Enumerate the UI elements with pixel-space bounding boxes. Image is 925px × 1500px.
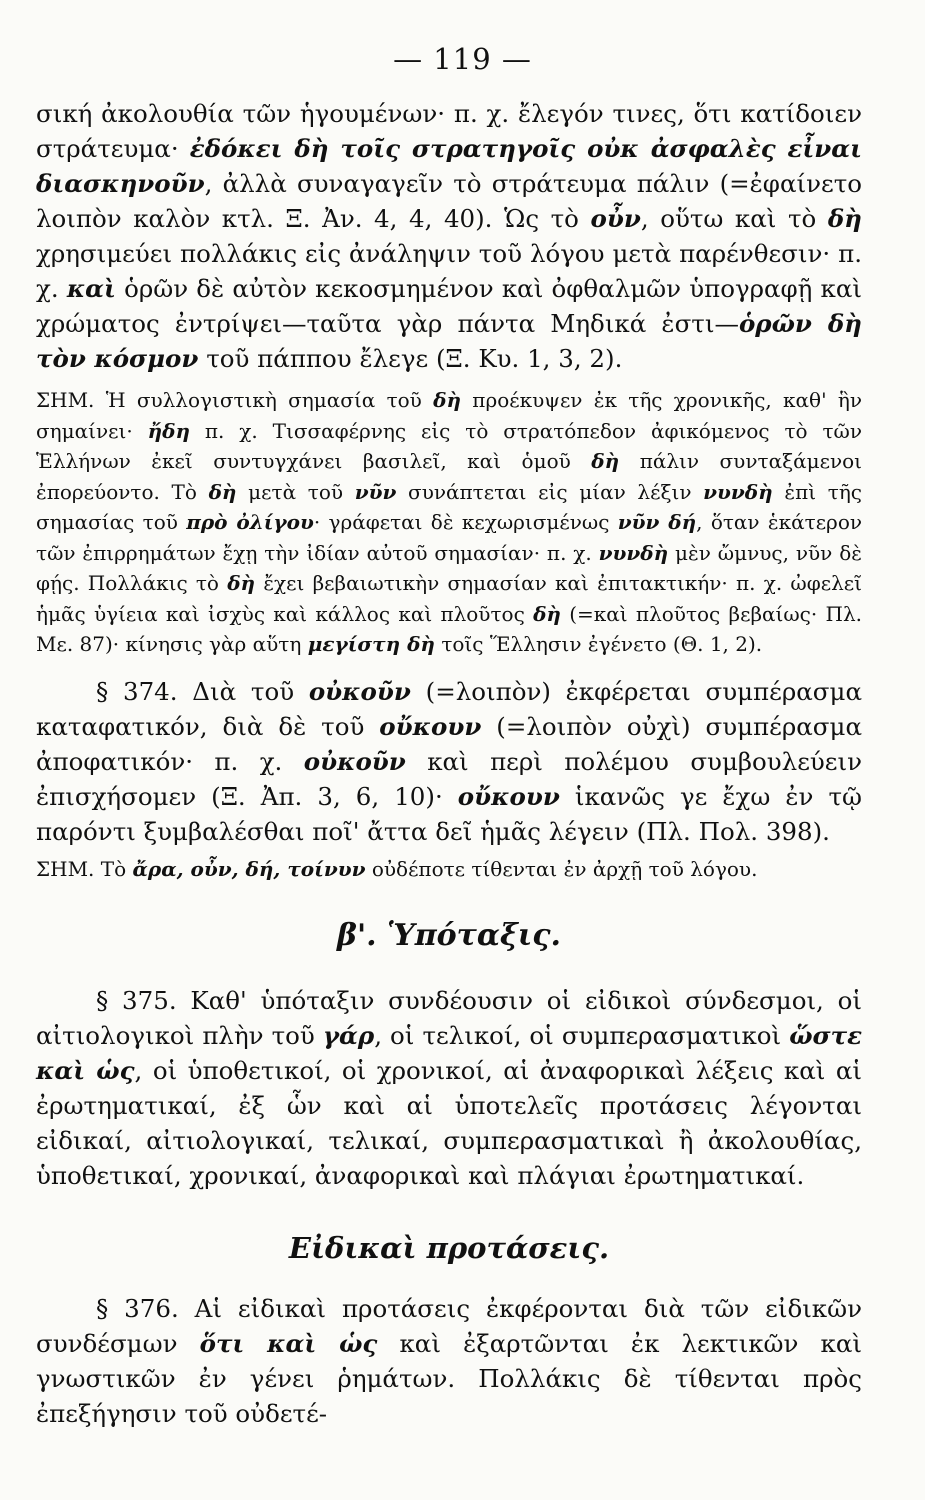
text-run: σική ἀκολουθία τῶν ἡγουμένων· π. χ. ἔλεγόν τινες, ὅτι κατίδοιεν στράτευμα· (36, 99, 862, 163)
text-run: , ὅταν ἑκάτερον τῶν ἐπιρρημάτων ἔχῃ τὴν ἰδίαν αὐτοῦ σημασίαν· π. χ. (36, 510, 863, 565)
emphasis: ὁρῶν δὴ τὸν κόσμον (36, 309, 862, 373)
emphasis: νυνδὴ (598, 540, 669, 565)
emphasis: δὴ (533, 601, 561, 626)
heading-hypotaxis: β'. Ὑπόταξις. (337, 918, 561, 953)
emphasis: νυνδὴ (703, 479, 773, 504)
emphasis: οὐκοῦν (308, 676, 411, 706)
emphasis: γάρ (322, 1021, 375, 1050)
text-run: § 376. Αἱ εἰδικαὶ προτάσεις ἐκφέρονται διὰ τῶν εἰδικῶν συνδέσμων (36, 1294, 862, 1358)
text-run: χρησιμεύει πολλάκις εἰς ἀνάληψιν τοῦ λόγου μετὰ παρένθεσιν· π. χ. (36, 239, 862, 303)
text-run: , οἱ τελικοί, οἱ συμπερασματικοὶ (374, 1021, 790, 1050)
text-run: οὐδέποτε τίθενται ἐν ἀρχῇ τοῦ λόγου. (365, 856, 758, 881)
text-run: (=λοιπὸν οὐχὶ) συμπέρασμα ἀποφατικόν· π. χ. (36, 711, 862, 776)
emphasis: πρὸ ὀλίγου (186, 510, 314, 534)
emphasis: νῦν (354, 479, 397, 504)
section-375 (36, 983, 862, 1193)
text-run: § 375. Καθ' ὑπόταξιν συνδέουσιν οἱ εἰδικοὶ σύνδεσμοι, οἱ αἰτιολογικοὶ πλὴν τοῦ (36, 986, 862, 1050)
emphasis: νῦν δή (617, 510, 697, 534)
page-body (36, 96, 862, 1431)
emphasis: μεγίστη δὴ (307, 632, 435, 656)
emphasis: οὔκουν (379, 711, 482, 741)
emphasis: οὔκουν (457, 781, 560, 811)
text-run: πάλιν συνταξάμενοι ἐπορεύοντο. Τὸ (36, 449, 862, 504)
emphasis: ἤδη (147, 418, 191, 443)
note-paragraph-1 (36, 385, 862, 660)
emphasis: δὴ (591, 449, 620, 473)
text-run: τοῦ πάππου ἔλεγε (Ξ. Κυ. 1, 3, 2). (198, 344, 623, 373)
emphasis: δὴ (208, 479, 237, 504)
text-run: § 374. Διὰ τοῦ (96, 676, 309, 706)
text-run: τοῖς Ἕλλησιν ἐγένετο (Θ. 1, 2). (434, 632, 763, 656)
emphasis: ἐδόκει δὴ τοῖς στρατηγοῖς οὐκ ἀσφαλὲς εἶναι διασκηνοῦν (36, 134, 862, 198)
heading-eidikai-protaseis: Εἰδικαὶ προτάσεις. (288, 1231, 610, 1265)
page-number: — 119 — (393, 42, 532, 76)
text-run: ἐπὶ τῆς σημασίας τοῦ (36, 479, 863, 534)
text-run: (=καὶ πλοῦτος βεβαίως· Πλ. Με. 87)· κίνησις γὰρ αὕτη (36, 601, 862, 656)
text-run: καὶ ἐξαρτῶνται ἐκ λεκτικῶν καὶ γνωστικῶν ἐν γένει ῥημάτων. Πολλάκις δὲ τίθενται πρὸς ἐπεξήγησιν τοῦ οὐδετέ- (36, 1329, 862, 1428)
emphasis: δὴ (227, 571, 256, 595)
emphasis: οὐκοῦν (303, 746, 406, 776)
text-run: , οὕτω καὶ τὸ (640, 204, 828, 233)
text-run: μετὰ τοῦ (236, 479, 355, 504)
text-run: ἱκανῶς γε ἔχω ἐν τῷ παρόντι ξυμβαλέσθαι ποῖ' ἄττα δεῖ ἡμᾶς λέγειν (Πλ. Πολ. 398). (36, 781, 862, 846)
text-run: συνάπτεται εἰς μίαν λέξιν (396, 479, 704, 504)
emphasis: δὴ (433, 388, 462, 412)
text-run: μὲν ὤμνυς, νῦν δὲ φῄς. Πολλάκις τὸ (36, 540, 862, 595)
emphasis: καὶ (66, 274, 116, 303)
text-run: καὶ περὶ πολέμου συμβουλεύειν ἐπισχήσομεν (Ξ. Ἀπ. 3, 6, 10)· (36, 746, 862, 811)
section-374 (36, 674, 862, 849)
emphasis: ὅτι καὶ ὡς (199, 1329, 378, 1358)
continuation-paragraph (36, 96, 862, 376)
text-run: , ἀλλὰ συναγαγεῖν τὸ στράτευμα πάλιν (=ἐφαίνετο λοιπὸν καλὸν κτλ. Ξ. Ἀν. 4, 4, 40). Ὡς τὸ (36, 169, 862, 233)
text-run: π. χ. Τισσαφέρνης εἰς τὸ στρατόπεδον ἀφικόμενος τὸ τῶν Ἑλλήνων ἐκεῖ συντυγχάνει βασιλεῖ, καὶ ὁμοῦ (36, 418, 862, 473)
text-run: προέκυψεν ἐκ τῆς χρονικῆς, καθ' ἣν σημαίνει· (36, 388, 862, 443)
emphasis: οὖν (590, 204, 641, 233)
note-paragraph-2 (36, 854, 862, 885)
section-376 (36, 1291, 862, 1431)
text-run: ΣΗΜ. Ἡ συλλογιστικὴ σημασία τοῦ (36, 388, 434, 412)
emphasis: ἄρα, οὖν, δή, τοίνυν (132, 856, 366, 881)
text-run: ΣΗΜ. Τὸ (36, 856, 133, 881)
text-run: (=λοιπὸν) ἐκφέρεται συμπέρασμα καταφατικόν, διὰ δὲ τοῦ (36, 676, 862, 741)
text-run: ἔχει βεβαιωτικὴν σημασίαν καὶ ἐπιτακτικήν· π. χ. ὠφελεῖ ἡμᾶς ὑγίεια καὶ ἰσχὺς καὶ κάλλος καὶ πλοῦτος (36, 571, 862, 626)
text-run: , οἱ ὑποθετικοί, οἱ χρονικοί, αἱ ἀναφορικαὶ λέξεις καὶ αἱ ἐρωτηματικαί, ἐξ ὧν καὶ αἱ ὑποτελεῖς προτάσεις λέγονται εἰδικαί, αἰτιολογικαί, τελικαί, συμπερασματικαὶ ἢ ἀκολουθίας, ὑποθετικαί, χρονικαί, ἀναφορικαὶ καὶ πλάγιαι ἐρωτηματικαί. (36, 1056, 862, 1190)
emphasis: δὴ (827, 204, 862, 233)
text-run: ὁρῶν δὲ αὐτὸν κεκοσμημένον καὶ ὀφθαλμῶν ὑπογραφῇ καὶ χρώματος ἐντρίψει—ταῦτα γὰρ πάντα Μηδικά ἐστι— (36, 274, 863, 338)
emphasis: ὥστε καὶ ὡς (36, 1021, 862, 1085)
text-run: · γράφεται δὲ κεχωρισμένως (313, 510, 618, 534)
